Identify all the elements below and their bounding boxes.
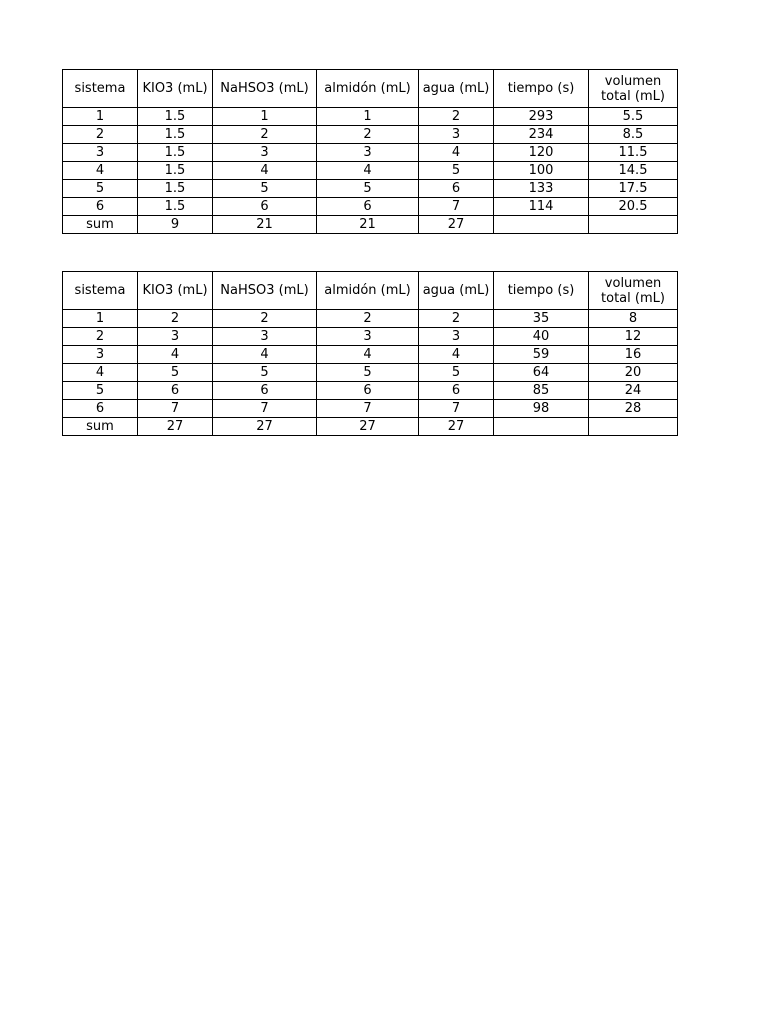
- table-cell: 14.5: [589, 162, 678, 180]
- table-cell: 5: [419, 364, 494, 382]
- column-header: almidón (mL): [317, 272, 419, 310]
- table-cell: 2: [419, 310, 494, 328]
- table-cell: [589, 418, 678, 436]
- table-row: [63, 382, 678, 400]
- column-header: KIO3 (mL): [138, 272, 213, 310]
- table-cell: 5: [419, 162, 494, 180]
- table-cell: 3: [63, 144, 138, 162]
- table-cell: 120: [494, 144, 589, 162]
- table-cell: 4: [63, 364, 138, 382]
- table-cell: 234: [494, 126, 589, 144]
- column-header: tiempo (s): [494, 70, 589, 108]
- table-cell: 2: [213, 310, 317, 328]
- sum-row: [63, 418, 678, 436]
- header-row: [63, 272, 678, 310]
- table-cell: 6: [317, 382, 419, 400]
- table-body: [63, 310, 678, 436]
- table-row: [63, 328, 678, 346]
- table-header: [63, 70, 678, 108]
- table-cell: 4: [213, 162, 317, 180]
- table-cell: 2: [317, 126, 419, 144]
- column-header: tiempo (s): [494, 272, 589, 310]
- table-cell: 59: [494, 346, 589, 364]
- table-cell: 2: [213, 126, 317, 144]
- table-cell: 1: [63, 310, 138, 328]
- table-cell: 3: [419, 328, 494, 346]
- table-cell: 64: [494, 364, 589, 382]
- table-cell: 6: [63, 400, 138, 418]
- data-table-2: [62, 271, 678, 436]
- table-cell: 1.5: [138, 108, 213, 126]
- table-row: [63, 108, 678, 126]
- table-cell: 9: [138, 216, 213, 234]
- header-row: [63, 70, 678, 108]
- table-cell: 20.5: [589, 198, 678, 216]
- table-cell: 6: [419, 180, 494, 198]
- table-cell: 5: [63, 180, 138, 198]
- table-cell: 3: [419, 126, 494, 144]
- table-cell: 1: [317, 108, 419, 126]
- table-cell: 7: [419, 400, 494, 418]
- table-cell: 6: [317, 198, 419, 216]
- table-cell: 5: [138, 364, 213, 382]
- table-cell: 4: [213, 346, 317, 364]
- column-header: almidón (mL): [317, 70, 419, 108]
- table-cell: 293: [494, 108, 589, 126]
- table-cell: 85: [494, 382, 589, 400]
- column-header: agua (mL): [419, 70, 494, 108]
- table-cell: 7: [213, 400, 317, 418]
- table-row: [63, 364, 678, 382]
- table-cell: [494, 216, 589, 234]
- table-cell: 27: [138, 418, 213, 436]
- table-cell: 27: [419, 216, 494, 234]
- table-cell: 8.5: [589, 126, 678, 144]
- column-header: NaHSO3 (mL): [213, 70, 317, 108]
- table-cell: 5: [317, 364, 419, 382]
- table-cell: 4: [419, 144, 494, 162]
- table-cell: 98: [494, 400, 589, 418]
- table-cell: 20: [589, 364, 678, 382]
- column-header: volumen total (mL): [589, 70, 678, 108]
- table-header: [63, 272, 678, 310]
- table-cell: 6: [213, 382, 317, 400]
- table-cell: 4: [317, 162, 419, 180]
- column-header: NaHSO3 (mL): [213, 272, 317, 310]
- table-cell: 11.5: [589, 144, 678, 162]
- table-row: [63, 162, 678, 180]
- table-cell: 4: [317, 346, 419, 364]
- table-cell: 21: [317, 216, 419, 234]
- table-cell: sum: [63, 216, 138, 234]
- table-cell: 7: [317, 400, 419, 418]
- table-cell: 4: [63, 162, 138, 180]
- column-header: sistema: [63, 70, 138, 108]
- table-cell: 27: [317, 418, 419, 436]
- table-cell: 1.5: [138, 180, 213, 198]
- table-cell: 1.5: [138, 198, 213, 216]
- table-cell: 2: [63, 126, 138, 144]
- table-cell: 35: [494, 310, 589, 328]
- table-cell: 2: [317, 310, 419, 328]
- table-cell: 1.5: [138, 126, 213, 144]
- table-cell: 27: [213, 418, 317, 436]
- table-cell: 6: [419, 382, 494, 400]
- table-body: [63, 108, 678, 234]
- column-header: agua (mL): [419, 272, 494, 310]
- table-cell: 17.5: [589, 180, 678, 198]
- column-header: sistema: [63, 272, 138, 310]
- table-cell: 1.5: [138, 144, 213, 162]
- table-cell: 5: [213, 364, 317, 382]
- table-cell: 7: [138, 400, 213, 418]
- table-cell: 4: [138, 346, 213, 364]
- table-cell: 1: [63, 108, 138, 126]
- table-cell: 2: [419, 108, 494, 126]
- table-cell: 7: [419, 198, 494, 216]
- table-cell: 3: [213, 144, 317, 162]
- table-cell: 100: [494, 162, 589, 180]
- table-cell: [589, 216, 678, 234]
- table-cell: 27: [419, 418, 494, 436]
- table-cell: 24: [589, 382, 678, 400]
- column-header: volumen total (mL): [589, 272, 678, 310]
- table-row: [63, 180, 678, 198]
- table-cell: 3: [138, 328, 213, 346]
- table-cell: 5: [63, 382, 138, 400]
- table-cell: 5: [213, 180, 317, 198]
- table-cell: 6: [213, 198, 317, 216]
- table-cell: 2: [138, 310, 213, 328]
- table-cell: 28: [589, 400, 678, 418]
- table-row: [63, 310, 678, 328]
- table-cell: 3: [317, 328, 419, 346]
- table-cell: 133: [494, 180, 589, 198]
- table-cell: sum: [63, 418, 138, 436]
- table-row: [63, 400, 678, 418]
- table-cell: 16: [589, 346, 678, 364]
- table-cell: [494, 418, 589, 436]
- table-cell: 3: [63, 346, 138, 364]
- table-cell: 8: [589, 310, 678, 328]
- table-cell: 114: [494, 198, 589, 216]
- table-cell: 3: [213, 328, 317, 346]
- table-cell: 21: [213, 216, 317, 234]
- table-cell: 1: [213, 108, 317, 126]
- table-cell: 2: [63, 328, 138, 346]
- table-cell: 1.5: [138, 162, 213, 180]
- table-cell: 6: [63, 198, 138, 216]
- table-row: [63, 198, 678, 216]
- table-cell: 6: [138, 382, 213, 400]
- table-cell: 5.5: [589, 108, 678, 126]
- column-header: KIO3 (mL): [138, 70, 213, 108]
- table-row: [63, 346, 678, 364]
- table-row: [63, 144, 678, 162]
- table-cell: 4: [419, 346, 494, 364]
- table-cell: 5: [317, 180, 419, 198]
- table-row: [63, 126, 678, 144]
- table-cell: 12: [589, 328, 678, 346]
- data-table-1: [62, 69, 678, 234]
- table-cell: 3: [317, 144, 419, 162]
- table-cell: 40: [494, 328, 589, 346]
- sum-row: [63, 216, 678, 234]
